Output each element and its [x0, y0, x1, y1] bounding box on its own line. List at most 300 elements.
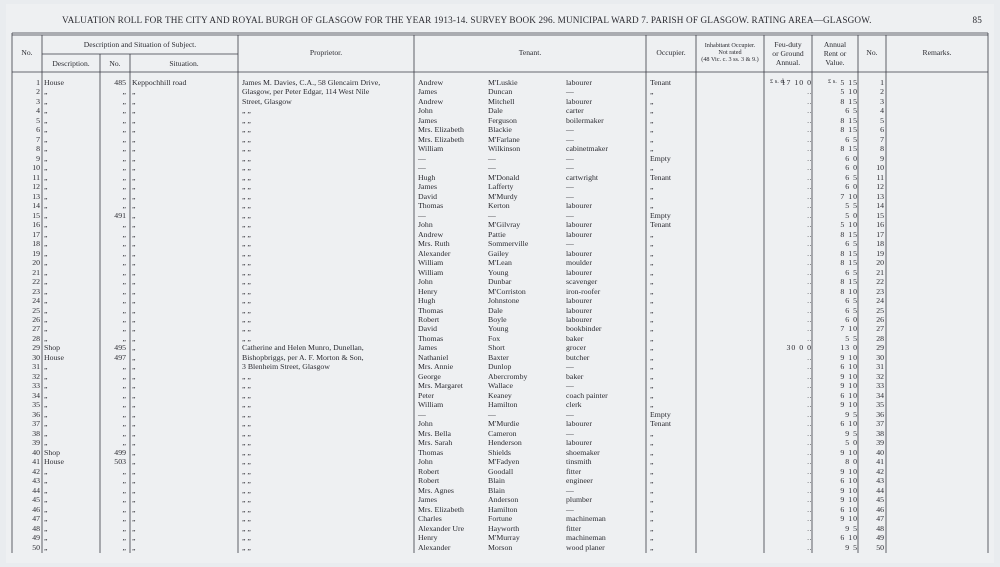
cell-annual-rent: 7 10: [840, 191, 858, 201]
table-row: [6, 533, 994, 542]
cell-annual-rent: 6 5: [845, 134, 858, 144]
cell-description: „: [44, 485, 48, 495]
cell-tenant-occupation: cartwright: [566, 172, 599, 182]
cell-tenant-occupation: cabinetmaker: [566, 144, 608, 154]
table-row: [6, 486, 994, 495]
cell-tenant-first-name: William: [418, 144, 444, 154]
cell-proprietor: „ „: [242, 333, 251, 343]
cell-row-number: 16: [32, 220, 40, 230]
cell-tenant-surname: Dunlop: [488, 362, 512, 372]
cell-situation: „: [132, 390, 136, 400]
cell-feu-duty: ..: [807, 172, 812, 182]
cell-tenant-occupation: engineer: [566, 476, 593, 486]
cell-street-number: „: [122, 258, 126, 268]
cell-situation: „: [132, 115, 136, 125]
cell-tenant-surname: M'Farlane: [488, 134, 520, 144]
cell-proprietor: „ „: [242, 457, 251, 467]
cell-feu-duty: ..: [807, 201, 812, 211]
cell-situation: „: [132, 495, 136, 505]
col-header-occupier: Occupier.: [656, 48, 686, 57]
cell-description: „: [44, 115, 48, 125]
cell-tenant-occupation: labourer: [566, 315, 592, 324]
cell-tenant-surname: —: [488, 210, 496, 220]
table-row: [6, 173, 994, 182]
cell-proprietor: „ „: [242, 267, 251, 277]
cell-tenant-first-name: William: [418, 400, 444, 410]
cell-street-number: „: [122, 315, 126, 324]
cell-proprietor: James M. Davies, C.A., 58 Glencairn Drive,: [242, 78, 381, 87]
cell-row-number: 23: [32, 286, 40, 296]
cell-tenant-first-name: Hugh: [418, 172, 436, 182]
col-header-proprietor: Proprietor.: [309, 48, 343, 57]
table-row: [6, 306, 994, 315]
cell-tenant-surname: Hayworth: [488, 523, 520, 533]
cell-occupier: „: [650, 87, 654, 97]
cell-situation: „: [132, 163, 136, 173]
cell-description: „: [44, 409, 48, 419]
cell-tenant-surname: Anderson: [488, 495, 519, 505]
cell-description: House: [44, 78, 64, 87]
cell-situation: „: [132, 381, 136, 391]
rent-line-3: Value.: [825, 58, 845, 67]
cell-situation: „: [132, 315, 136, 324]
cell-row-number: 34: [32, 390, 40, 400]
cell-proprietor: „ „: [242, 153, 251, 163]
cell-annual-rent: 6 5: [845, 267, 858, 277]
cell-proprietor: Street, Glasgow: [242, 96, 292, 106]
table-row: [6, 467, 994, 476]
cell-feu-duty: ..: [807, 96, 812, 106]
cell-tenant-surname: Kerton: [488, 201, 510, 211]
cell-occupier: „: [650, 428, 654, 438]
cell-tenant-surname: M'Luskie: [488, 78, 518, 87]
cell-tenant-surname: M'Gilvray: [488, 220, 521, 230]
table-row: [6, 211, 994, 220]
cell-situation: „: [132, 400, 136, 410]
cell-street-number: „: [122, 324, 126, 334]
cell-description: „: [44, 163, 48, 173]
cell-tenant-occupation: labourer: [566, 438, 592, 448]
cell-tenant-surname: —: [488, 163, 496, 173]
cell-proprietor: „ „: [242, 220, 251, 230]
cell-street-number: „: [122, 153, 126, 163]
cell-description: „: [44, 96, 48, 106]
cell-tenant-first-name: Mrs. Bella: [418, 428, 451, 438]
cell-occupier: „: [650, 485, 654, 495]
cell-tenant-surname: —: [488, 409, 496, 419]
cell-feu-duty: ..: [807, 125, 812, 135]
cell-feu-duty: ..: [807, 333, 812, 343]
cell-tenant-first-name: Mrs. Agnes: [418, 485, 454, 495]
cell-tenant-occupation: labourer: [566, 229, 592, 239]
cell-row-number-right: 18: [876, 239, 884, 249]
table-row: [6, 78, 994, 87]
cell-tenant-surname: Keaney: [488, 390, 512, 400]
cell-feu-duty: ..: [807, 277, 812, 287]
cell-occupier: „: [650, 286, 654, 296]
cell-situation: „: [132, 305, 136, 315]
table-row: [6, 372, 994, 381]
cell-feu-duty: ..: [807, 315, 812, 324]
cell-tenant-surname: Blackie: [488, 125, 512, 135]
cell-proprietor: „ „: [242, 172, 251, 182]
cell-annual-rent: 6 5: [845, 172, 858, 182]
cell-proprietor: „ „: [242, 514, 251, 524]
cell-row-number: 35: [32, 400, 40, 410]
cell-occupier: „: [650, 191, 654, 201]
cell-row-number-right: 25: [876, 305, 884, 315]
cell-row-number-right: 23: [876, 286, 884, 296]
cell-tenant-first-name: John: [418, 419, 433, 429]
cell-row-number: 20: [32, 258, 40, 268]
cell-tenant-surname: Mitchell: [488, 96, 515, 106]
cell-proprietor: „ „: [242, 210, 251, 220]
cell-tenant-occupation: tinsmith: [566, 457, 592, 467]
cell-description: „: [44, 286, 48, 296]
cell-row-number-right: 16: [876, 220, 884, 230]
cell-feu-duty: ..: [807, 485, 812, 495]
cell-row-number-right: 3: [880, 96, 884, 106]
cell-proprietor: „ „: [242, 134, 251, 144]
cell-row-number-right: 1: [880, 78, 884, 87]
cell-description: „: [44, 210, 48, 220]
table-row: [6, 429, 994, 438]
cell-situation: „: [132, 248, 136, 258]
cell-tenant-first-name: Henry: [418, 533, 438, 543]
cell-tenant-occupation: plumber: [566, 495, 592, 505]
page-number: 85: [972, 15, 982, 25]
cell-street-number: „: [122, 438, 126, 448]
cell-description: „: [44, 239, 48, 249]
valuation-roll-page: [6, 4, 994, 563]
cell-situation: „: [132, 362, 136, 372]
cell-description: „: [44, 248, 48, 258]
cell-tenant-occupation: —: [566, 485, 574, 495]
table-row: [6, 343, 994, 352]
cell-tenant-first-name: Andrew: [418, 96, 444, 106]
cell-street-number: „: [122, 305, 126, 315]
cell-tenant-surname: Hamilton: [488, 504, 518, 514]
cell-row-number-right: 43: [876, 476, 884, 486]
table-row: [6, 419, 994, 428]
cell-occupier: „: [650, 381, 654, 391]
cell-feu-duty: ..: [807, 352, 812, 362]
cell-tenant-surname: Abercromby: [488, 371, 528, 381]
cell-tenant-first-name: Mrs. Ruth: [418, 239, 450, 249]
cell-proprietor: „ „: [242, 533, 251, 543]
cell-tenant-first-name: Alexander Ure: [418, 523, 465, 533]
cell-proprietor: „ „: [242, 476, 251, 486]
cell-tenant-first-name: William: [418, 258, 444, 268]
cell-occupier: Empty: [650, 409, 671, 419]
cell-annual-rent: 8 0: [845, 457, 858, 467]
cell-occupier: „: [650, 324, 654, 334]
cell-annual-rent: 8 15: [840, 96, 858, 106]
cell-proprietor: „ „: [242, 191, 251, 201]
cell-row-number: 32: [32, 371, 40, 381]
cell-annual-rent: 6 10: [840, 362, 858, 372]
cell-situation: „: [132, 172, 136, 182]
cell-street-number: 503: [114, 457, 126, 467]
cell-proprietor: „ „: [242, 400, 251, 410]
cell-description: „: [44, 390, 48, 400]
cell-tenant-first-name: James: [418, 115, 438, 125]
cell-street-number: 495: [114, 343, 126, 353]
cell-tenant-occupation: —: [566, 182, 574, 192]
cell-annual-rent: 8 15: [840, 125, 858, 135]
table-row: [6, 391, 994, 400]
col-header-no: No.: [21, 48, 33, 57]
cell-annual-rent: 13 0: [840, 343, 858, 353]
cell-row-number-right: 6: [880, 125, 884, 135]
cell-tenant-occupation: grocer: [566, 343, 586, 353]
cell-occupier: „: [650, 457, 654, 467]
feu-line-3: Annual.: [775, 58, 801, 67]
cell-row-number-right: 35: [876, 400, 884, 410]
cell-tenant-occupation: baker: [566, 333, 584, 343]
cell-row-number: 3: [36, 96, 40, 106]
cell-occupier: „: [650, 343, 654, 353]
cell-annual-rent: 9 10: [840, 400, 858, 410]
feu-line-1: Feu-duty: [774, 40, 802, 49]
cell-tenant-surname: M'Murdy: [488, 191, 518, 201]
cell-feu-duty: ..: [807, 533, 812, 543]
cell-annual-rent: 5 0: [845, 210, 858, 220]
cell-occupier: „: [650, 504, 654, 514]
cell-annual-rent: 6 10: [840, 419, 858, 429]
cell-tenant-first-name: Mrs. Elizabeth: [418, 125, 464, 135]
cell-tenant-surname: Young: [488, 267, 509, 277]
cell-row-number-right: 19: [876, 248, 884, 258]
page-title: VALUATION ROLL FOR THE CITY AND ROYAL BURGH OF GLASGOW FOR THE YEAR 1913-14. SURVEY BOOK 296. MUNICIPAL WARD 7. PARISH OF GLASGOW. RATING AREA—GLASGOW.: [62, 15, 872, 25]
cell-occupier: Tenant: [650, 172, 672, 182]
cell-tenant-occupation: machineman: [566, 514, 606, 524]
cell-tenant-surname: Duncan: [488, 87, 513, 97]
cell-row-number-right: 21: [876, 267, 884, 277]
cell-situation: „: [132, 96, 136, 106]
cell-tenant-occupation: —: [566, 428, 574, 438]
cell-tenant-first-name: John: [418, 457, 433, 467]
cell-street-number: „: [122, 229, 126, 239]
cell-annual-rent: 6 5: [845, 305, 858, 315]
cell-situation: „: [132, 220, 136, 230]
cell-street-number: „: [122, 220, 126, 230]
cell-row-number: 27: [32, 324, 40, 334]
cell-occupier: „: [650, 523, 654, 533]
cell-annual-rent: 9 5: [845, 523, 858, 533]
cell-tenant-occupation: coach painter: [566, 390, 608, 400]
cell-annual-rent: 6 10: [840, 476, 858, 486]
cell-row-number: 18: [32, 239, 40, 249]
cell-description: „: [44, 191, 48, 201]
cell-proprietor: „ „: [242, 258, 251, 268]
cell-street-number: „: [122, 96, 126, 106]
cell-tenant-occupation: —: [566, 239, 574, 249]
cell-tenant-first-name: John: [418, 106, 433, 116]
cell-tenant-first-name: Thomas: [418, 333, 444, 343]
table-row: [6, 239, 994, 248]
cell-feu-duty: ..: [807, 258, 812, 268]
cell-street-number: 497: [114, 352, 126, 362]
cell-street-number: „: [122, 239, 126, 249]
cell-annual-rent: 8 15: [840, 229, 858, 239]
cell-tenant-occupation: labourer: [566, 305, 592, 315]
col-header-row-no: No.: [866, 48, 878, 57]
cell-tenant-occupation: —: [566, 381, 574, 391]
cell-feu-duty: ..: [807, 447, 812, 457]
cell-description: „: [44, 315, 48, 324]
cell-street-number: „: [122, 201, 126, 211]
cell-tenant-first-name: Thomas: [418, 201, 444, 211]
cell-situation: „: [132, 523, 136, 533]
cell-proprietor: „ „: [242, 125, 251, 135]
cell-row-number: 37: [32, 419, 40, 429]
cell-feu-duty: ..: [807, 106, 812, 116]
cell-street-number: 499: [114, 447, 126, 457]
cell-occupier: „: [650, 96, 654, 106]
cell-tenant-occupation: carter: [566, 106, 584, 116]
cell-street-number: „: [122, 409, 126, 419]
cell-tenant-occupation: labourer: [566, 201, 592, 211]
cell-proprietor: „ „: [242, 229, 251, 239]
cell-row-number-right: 34: [876, 390, 884, 400]
cell-tenant-occupation: —: [566, 87, 574, 97]
cell-tenant-surname: Fox: [488, 333, 501, 343]
cell-situation: „: [132, 106, 136, 116]
cell-proprietor: „ „: [242, 315, 251, 324]
cell-row-number: 28: [32, 333, 40, 343]
cell-situation: „: [132, 438, 136, 448]
table-row: [6, 410, 994, 419]
cell-tenant-occupation: —: [566, 153, 574, 163]
cell-feu-duty: ..: [807, 523, 812, 533]
cell-annual-rent: 8 15: [840, 248, 858, 258]
cell-row-number: 50: [32, 542, 40, 552]
cell-tenant-first-name: David: [418, 324, 438, 334]
cell-tenant-occupation: —: [566, 210, 574, 220]
cell-row-number: 19: [32, 248, 40, 258]
table-row: [6, 144, 994, 153]
cell-annual-rent: 9 5: [845, 409, 858, 419]
cell-tenant-surname: Shields: [488, 447, 511, 457]
cell-proprietor: „ „: [242, 438, 251, 448]
cell-street-number: „: [122, 172, 126, 182]
cell-situation: „: [132, 476, 136, 486]
cell-street-number: „: [122, 495, 126, 505]
cell-row-number: 29: [32, 343, 40, 353]
cell-description: „: [44, 277, 48, 287]
cell-proprietor: „ „: [242, 485, 251, 495]
units-feu: £ s. d.: [770, 78, 786, 85]
cell-street-number: „: [122, 134, 126, 144]
table-row: [6, 543, 994, 552]
cell-tenant-occupation: clerk: [566, 400, 582, 410]
cell-proprietor: „ „: [242, 201, 251, 211]
cell-situation: „: [132, 428, 136, 438]
cell-tenant-occupation: —: [566, 409, 574, 419]
cell-row-number-right: 42: [876, 466, 884, 476]
cell-street-number: „: [122, 485, 126, 495]
cell-row-number-right: 4: [880, 106, 884, 116]
cell-description: „: [44, 476, 48, 486]
cell-annual-rent: 9 10: [840, 371, 858, 381]
cell-situation: „: [132, 182, 136, 192]
cell-tenant-occupation: labourer: [566, 220, 592, 230]
cell-tenant-first-name: —: [418, 153, 426, 163]
cell-street-number: „: [122, 466, 126, 476]
cell-annual-rent: 9 5: [845, 428, 858, 438]
cell-tenant-surname: Dale: [488, 106, 503, 116]
cell-tenant-first-name: Mrs. Elizabeth: [418, 134, 464, 144]
cell-annual-rent: 8 15: [840, 277, 858, 287]
cell-description: „: [44, 466, 48, 476]
cell-row-number: 42: [32, 466, 40, 476]
cell-annual-rent: 9 10: [840, 381, 858, 391]
cell-proprietor: „ „: [242, 390, 251, 400]
cell-occupier: „: [650, 362, 654, 372]
cell-situation: „: [132, 134, 136, 144]
cell-tenant-surname: Hamilton: [488, 400, 518, 410]
cell-annual-rent: 6 0: [845, 163, 858, 173]
cell-tenant-occupation: fitter: [566, 523, 582, 533]
cell-row-number-right: 15: [876, 210, 884, 220]
cell-feu-duty: ..: [807, 115, 812, 125]
cell-situation: „: [132, 352, 136, 362]
table-row: [6, 87, 994, 96]
cell-occupier: „: [650, 125, 654, 135]
cell-tenant-surname: M'Fadyen: [488, 457, 520, 467]
cell-description: Shop: [44, 447, 61, 457]
cell-feu-duty: ..: [807, 504, 812, 514]
cell-occupier: „: [650, 438, 654, 448]
cell-row-number: 45: [32, 495, 40, 505]
col-header-description: Description.: [52, 59, 90, 68]
cell-situation: „: [132, 485, 136, 495]
cell-tenant-occupation: labourer: [566, 96, 592, 106]
cell-situation: „: [132, 533, 136, 543]
table-row: [6, 362, 994, 371]
table-row: [6, 457, 994, 466]
cell-street-number: „: [122, 390, 126, 400]
cell-annual-rent: 8 10: [840, 286, 858, 296]
cell-tenant-occupation: labourer: [566, 267, 592, 277]
table-row: [6, 315, 994, 324]
cell-tenant-surname: Gailey: [488, 248, 509, 258]
cell-tenant-occupation: bookbinder: [566, 324, 602, 334]
cell-row-number-right: 11: [876, 172, 884, 182]
cell-row-number-right: 48: [876, 523, 884, 533]
cell-feu-duty: ..: [807, 229, 812, 239]
cell-annual-rent: 6 0: [845, 153, 858, 163]
cell-annual-rent: 9 10: [840, 447, 858, 457]
cell-occupier: „: [650, 229, 654, 239]
cell-feu-duty: ..: [807, 182, 812, 192]
cell-annual-rent: 5 0: [845, 438, 858, 448]
table-row: [6, 476, 994, 485]
cell-annual-rent: 5 10: [840, 220, 858, 230]
cell-street-number: „: [122, 267, 126, 277]
table-row: [6, 135, 994, 144]
cell-description: „: [44, 362, 48, 372]
cell-annual-rent: 6 0: [845, 182, 858, 192]
cell-feu-duty: ..: [807, 286, 812, 296]
col-header-tenant: Tenant.: [518, 48, 542, 57]
cell-tenant-first-name: Mrs. Annie: [418, 362, 454, 372]
cell-tenant-occupation: —: [566, 504, 574, 514]
cell-annual-rent: 5 15: [840, 78, 858, 87]
cell-row-number-right: 9: [880, 153, 884, 163]
cell-description: „: [44, 182, 48, 192]
